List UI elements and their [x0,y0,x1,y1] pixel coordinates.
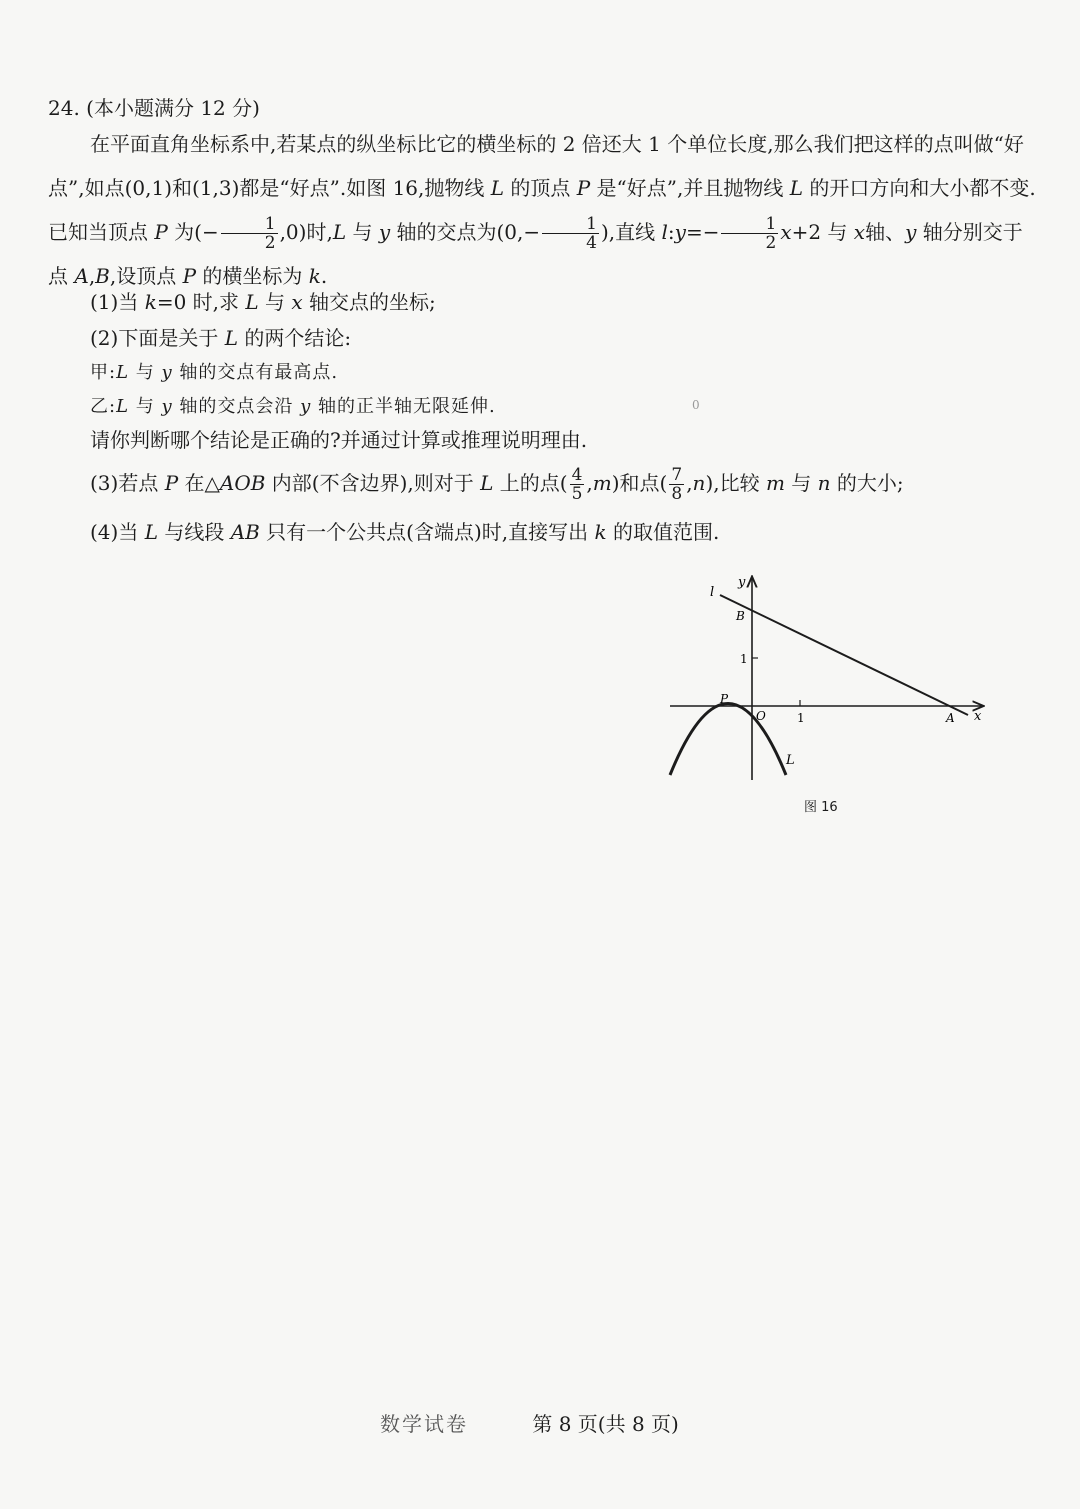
var: AB [230,520,260,544]
text: 的横坐标为 [196,264,309,288]
var: P [182,264,197,288]
fraction [542,215,599,252]
footer-subject: 数学试卷 [380,1412,468,1436]
text: 轴的交点有最高点. [172,362,339,383]
var: B [95,264,110,288]
text: 只有一个公共点(含端点)时,直接写出 [259,520,595,544]
var: P [576,176,591,200]
text: , [586,471,593,495]
text: 是“好点”,并且抛物线 [590,176,790,200]
var: L [116,362,130,383]
sub-question-3 [90,466,904,503]
var: L [224,326,238,350]
var: y [161,396,173,417]
label-x: x [974,709,982,724]
label-y: y [738,575,746,590]
var: x [291,290,303,314]
numerator: 7 [671,465,683,485]
figure-16 [660,570,1000,820]
var: y [674,220,686,244]
label-P: P [720,692,729,706]
judge-instruction: 请你判断哪个结论是正确的?并通过计算或推理说明理由. [90,428,588,452]
label-O: O [756,709,766,723]
text: 轴的交点会沿 [172,396,301,417]
fraction [570,466,585,503]
var: P [164,471,179,495]
text: ,设顶点 [109,264,183,288]
conclusion-yi [90,392,496,418]
fraction [669,466,684,503]
text: 与 [129,396,162,417]
var: n [817,471,831,495]
var: AOB [219,471,266,495]
figure-caption: 图 16 [804,800,838,815]
var: L [144,520,158,544]
var: x [853,220,866,244]
text: 的大小; [830,471,904,495]
text: 轴分别交于点 [48,220,1023,288]
text: 与 [129,362,162,383]
text: 甲: [90,362,117,383]
label-1-x: 1 [797,711,805,725]
label-B: B [736,609,745,623]
page-footer [380,1408,679,1437]
var: L [116,396,130,417]
label-A: A [946,711,955,725]
text: 与线段 [157,520,231,544]
text: 轴的交点为(0,− [390,220,541,244]
var: m [592,471,612,495]
text: (2)下面是关于 [90,326,225,350]
fraction [221,215,278,252]
text: 的开口方向和大小都不变.已知当顶点 [48,176,1036,244]
var: A [74,264,89,288]
denominator: 8 [671,484,683,504]
text: )和点( [611,471,668,495]
line-l [720,595,968,715]
text: +2 与 [791,220,854,244]
text: 乙: [90,396,117,417]
var: n [692,471,706,495]
text: 上的点( [493,471,568,495]
text: (4)当 [90,520,145,544]
text: (3)若点 [90,471,165,495]
question-header [48,92,260,121]
text: 在△ [178,471,220,495]
var: m [765,471,785,495]
numerator: 1 [221,215,278,234]
label-L: L [786,753,795,768]
var: y [161,362,173,383]
denominator: 4 [586,233,597,253]
denominator: 2 [765,233,777,253]
sub-question-1 [90,286,436,315]
text: . [320,264,328,288]
text: : [667,220,675,244]
text: 与 [784,471,818,495]
var: P [154,220,168,244]
var: x [780,220,792,244]
var: L [490,176,505,200]
score-note: (本小题满分 12 分) [86,96,260,120]
text: ),比较 [705,471,766,495]
question-number: 24. [48,96,80,120]
text: 轴交点的坐标; [302,290,436,314]
question-intro [48,122,1038,298]
text: (1)当 [90,290,145,314]
text: 的取值范围. [606,520,720,544]
numerator: 1 [542,215,599,234]
var: k [144,290,157,314]
text: 在平面直角坐标系中,若某点的纵坐标比它的横坐标的 2 倍还大 1 个单位长度,那么我们把这样的点叫做“好点”,如点(0,1)和(1,3)都是“好点”.如图 16,抛物线 [48,132,1024,200]
denominator: 5 [571,484,583,504]
text: 轴、 [865,220,906,244]
var: L [480,471,494,495]
text: 与 [258,290,292,314]
text: =0 时,求 [156,290,246,314]
text: 的顶点 [504,176,577,200]
var: L [332,220,347,244]
sub-question-4 [90,516,719,545]
numerator: 1 [721,215,778,234]
text: ,0)时, [279,220,333,244]
var: L [245,290,259,314]
numerator: 4 [571,465,583,485]
var: y [905,220,917,244]
text: 的两个结论: [237,326,352,350]
var: y [378,220,391,244]
denominator: 2 [264,233,276,253]
text: 内部(不含边界),则对于 [265,471,481,495]
stray-mark: 0 [692,398,700,412]
var: k [594,520,607,544]
text: ),直线 [600,220,662,244]
var: y [300,396,312,417]
sub-question-2 [90,322,351,351]
var: k [308,264,321,288]
text: 为(− [167,220,219,244]
text: =− [685,220,720,244]
label-1-y: 1 [740,652,748,666]
text: , [88,264,96,288]
text: 与 [346,220,379,244]
var: l [661,220,668,244]
fraction [721,215,778,252]
parabola-L [670,704,786,776]
footer-page-number: 第 8 页(共 8 页) [532,1412,679,1436]
label-l: l [710,585,715,600]
conclusion-jia [90,358,338,384]
text: 轴的正半轴无限延伸. [311,396,496,417]
text: , [686,471,693,495]
var: L [789,176,804,200]
